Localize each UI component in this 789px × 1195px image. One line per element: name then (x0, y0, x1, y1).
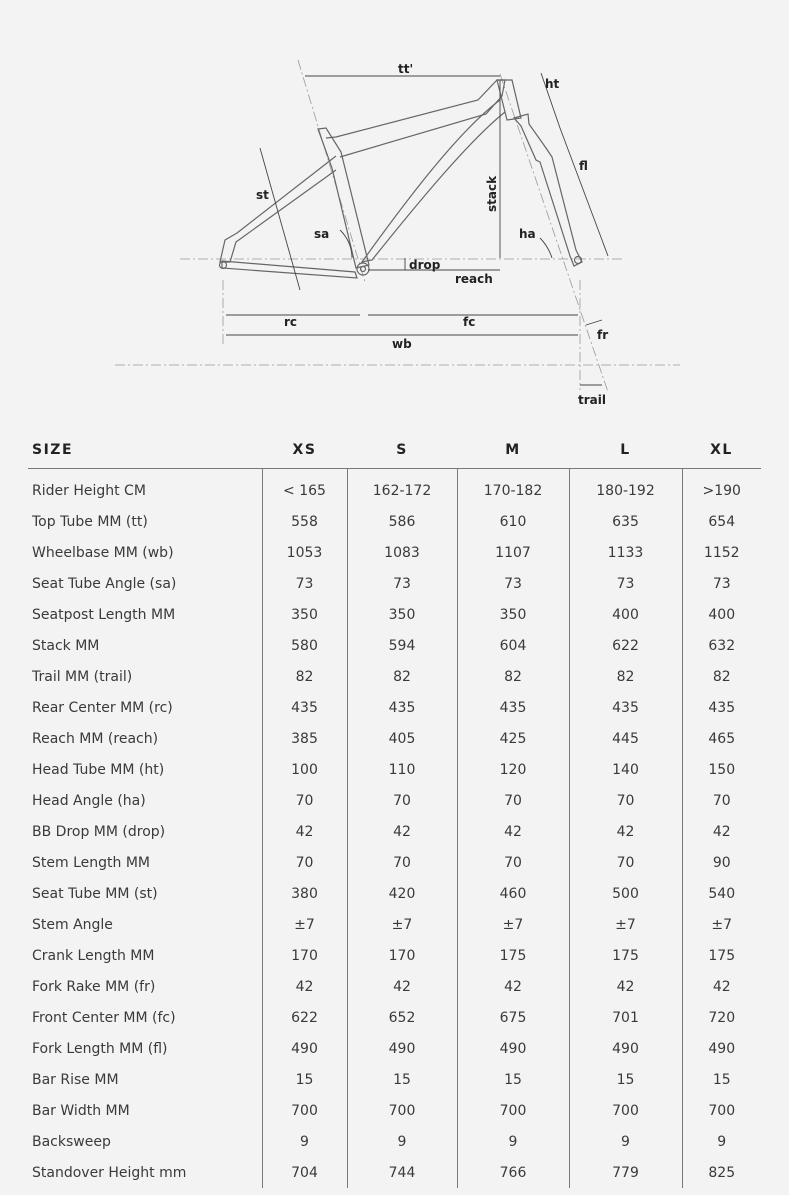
table-row (28, 692, 761, 723)
table-cell: < 165 (262, 469, 347, 507)
table-cell: 445 (569, 723, 682, 754)
row-label: BB Drop MM (drop) (28, 816, 262, 847)
table-cell: 82 (347, 661, 457, 692)
table-cell: 170 (262, 940, 347, 971)
table-cell: 700 (262, 1095, 347, 1126)
label-fc: fc (463, 315, 476, 329)
table-cell: 42 (569, 971, 682, 1002)
geometry-spec-table (28, 432, 761, 1188)
row-label: Fork Rake MM (fr) (28, 971, 262, 1002)
table-cell: 9 (347, 1126, 457, 1157)
table-cell: 42 (569, 816, 682, 847)
label-stack: stack (485, 175, 499, 212)
table-cell: 42 (712, 823, 731, 840)
label-ht: ht (545, 77, 560, 91)
table-cell: 1053 (262, 537, 347, 568)
table-cell: 82 (262, 661, 347, 692)
table-cell: 15 (262, 1064, 347, 1095)
row-label: Wheelbase MM (wb) (28, 537, 262, 568)
table-cell: 700 (708, 1102, 736, 1119)
table-cell: ±7 (711, 916, 733, 933)
table-cell: 15 (712, 1071, 731, 1088)
table-row (28, 940, 761, 971)
table-cell: 73 (712, 575, 731, 592)
table-row (28, 1095, 761, 1126)
table-cell: 82 (712, 668, 731, 685)
table-cell: 9 (457, 1126, 569, 1157)
table-cell: 500 (569, 878, 682, 909)
table-cell: 42 (457, 816, 569, 847)
table-cell: 15 (569, 1064, 682, 1095)
table-row (28, 599, 761, 630)
row-label: Bar Width MM (28, 1095, 262, 1126)
table-cell: 700 (569, 1095, 682, 1126)
table-cell: 610 (457, 506, 569, 537)
table-cell: 435 (708, 699, 736, 716)
label-fl: fl (579, 159, 588, 173)
table-row (28, 723, 761, 754)
table-cell: 70 (569, 785, 682, 816)
table-row (28, 537, 761, 568)
table-cell: 175 (569, 940, 682, 971)
table-cell: 42 (347, 971, 457, 1002)
table-row (28, 754, 761, 785)
row-label: Head Angle (ha) (28, 785, 262, 816)
table-cell: 120 (457, 754, 569, 785)
table-cell: 150 (708, 761, 736, 778)
table-cell: 1107 (457, 537, 569, 568)
table-cell: 82 (569, 661, 682, 692)
table-cell: 580 (262, 630, 347, 661)
row-label: Stem Length MM (28, 847, 262, 878)
table-row (28, 1033, 761, 1064)
table-cell: 654 (708, 513, 736, 530)
table-cell: 435 (457, 692, 569, 723)
label-reach: reach (455, 272, 493, 286)
table-row (28, 469, 761, 507)
table-cell: 170-182 (457, 469, 569, 507)
table-cell: 400 (569, 599, 682, 630)
table-cell: 70 (347, 847, 457, 878)
label-rc: rc (284, 315, 298, 329)
row-label: Crank Length MM (28, 940, 262, 971)
table-cell: 73 (347, 568, 457, 599)
table-row (28, 506, 761, 537)
table-cell: 350 (262, 599, 347, 630)
row-label: Front Center MM (fc) (28, 1002, 262, 1033)
column-header-xs: XS (262, 432, 347, 469)
table-row (28, 568, 761, 599)
table-cell: 350 (347, 599, 457, 630)
label-trail: trail (578, 393, 606, 407)
label-sa: sa (314, 227, 330, 241)
table-cell: 586 (347, 506, 457, 537)
table-cell: 704 (262, 1157, 347, 1188)
table-cell: 15 (457, 1064, 569, 1095)
table-cell: 435 (262, 692, 347, 723)
label-st: st (256, 188, 269, 202)
table-cell: 825 (708, 1164, 736, 1181)
label-wb: wb (392, 337, 412, 351)
table-cell: 622 (569, 630, 682, 661)
table-cell: 385 (262, 723, 347, 754)
table-cell: 490 (457, 1033, 569, 1064)
table-cell: 100 (262, 754, 347, 785)
table-cell: 465 (708, 730, 736, 747)
row-label: Rear Center MM (rc) (28, 692, 262, 723)
table-cell: 779 (569, 1157, 682, 1188)
table-cell: 110 (347, 754, 457, 785)
table-cell: 140 (569, 754, 682, 785)
table-cell: 632 (708, 637, 736, 654)
table-header-row (28, 432, 761, 469)
table-row (28, 785, 761, 816)
table-cell: 90 (712, 854, 731, 871)
column-header-s: S (347, 432, 457, 469)
table-cell: 162-172 (347, 469, 457, 507)
table-cell: ±7 (347, 909, 457, 940)
table-cell: 70 (712, 792, 731, 809)
row-label: Rider Height CM (28, 469, 262, 507)
table-cell: 73 (569, 568, 682, 599)
table-cell: 604 (457, 630, 569, 661)
row-label: Seat Tube MM (st) (28, 878, 262, 909)
table-row (28, 909, 761, 940)
table-cell: 425 (457, 723, 569, 754)
table-cell: 170 (347, 940, 457, 971)
row-label: Stack MM (28, 630, 262, 661)
table-cell: >190 (702, 482, 741, 499)
row-label: Reach MM (reach) (28, 723, 262, 754)
column-header-m: M (457, 432, 569, 469)
column-header-xl: XL (682, 432, 761, 469)
table-cell: 766 (457, 1157, 569, 1188)
table-cell: 490 (262, 1033, 347, 1064)
table-cell: 744 (347, 1157, 457, 1188)
label-ha: ha (519, 227, 536, 241)
table-cell: 350 (457, 599, 569, 630)
table-cell: ±7 (569, 909, 682, 940)
table-cell: 675 (457, 1002, 569, 1033)
table-row (28, 1157, 761, 1188)
table-cell: 9 (262, 1126, 347, 1157)
table-cell: 490 (347, 1033, 457, 1064)
column-header-size: SIZE (28, 432, 262, 469)
table-cell: 42 (457, 971, 569, 1002)
table-cell: 70 (262, 847, 347, 878)
table-cell: 42 (712, 978, 731, 995)
table-cell: 175 (708, 947, 736, 964)
table-cell: 700 (457, 1095, 569, 1126)
table-cell: 435 (347, 692, 457, 723)
table-cell: 380 (262, 878, 347, 909)
table-cell: 70 (569, 847, 682, 878)
frame-geometry-diagram (0, 0, 789, 420)
table-row (28, 1064, 761, 1095)
table-cell: 652 (347, 1002, 457, 1033)
table-cell: 594 (347, 630, 457, 661)
dimension-lines (226, 73, 608, 385)
table-cell: 70 (347, 785, 457, 816)
table-cell: 73 (262, 568, 347, 599)
table-cell: 70 (457, 847, 569, 878)
row-label: Seatpost Length MM (28, 599, 262, 630)
table-cell: 1152 (703, 544, 740, 561)
row-label: Stem Angle (28, 909, 262, 940)
column-header-l: L (569, 432, 682, 469)
table-cell: 540 (708, 885, 736, 902)
table-row (28, 661, 761, 692)
table-row (28, 1126, 761, 1157)
table-cell: 70 (457, 785, 569, 816)
label-tt: tt' (398, 62, 414, 76)
label-drop: drop (409, 258, 441, 272)
table-cell: 400 (708, 606, 736, 623)
table-cell: 70 (262, 785, 347, 816)
table-cell: 490 (569, 1033, 682, 1064)
table-cell: 420 (347, 878, 457, 909)
row-label: Bar Rise MM (28, 1064, 262, 1095)
table-cell: ±7 (262, 909, 347, 940)
table-cell: 42 (347, 816, 457, 847)
table-cell: 558 (262, 506, 347, 537)
row-label: Trail MM (trail) (28, 661, 262, 692)
table-row (28, 1002, 761, 1033)
table-cell: 9 (569, 1126, 682, 1157)
table-row (28, 971, 761, 1002)
table-row (28, 816, 761, 847)
table-cell: 622 (262, 1002, 347, 1033)
table-cell: 405 (347, 723, 457, 754)
table-cell: 175 (457, 940, 569, 971)
row-label: Backsweep (28, 1126, 262, 1157)
table-cell: 635 (569, 506, 682, 537)
table-cell: 82 (457, 661, 569, 692)
table-row (28, 630, 761, 661)
table-cell: 460 (457, 878, 569, 909)
row-label: Top Tube MM (tt) (28, 506, 262, 537)
table-cell: 15 (347, 1064, 457, 1095)
table-cell: 701 (569, 1002, 682, 1033)
table-cell: 73 (457, 568, 569, 599)
table-cell: 1083 (347, 537, 457, 568)
table-cell: 42 (262, 971, 347, 1002)
table-cell: 42 (262, 816, 347, 847)
table-cell: 435 (569, 692, 682, 723)
table-cell: 700 (347, 1095, 457, 1126)
table-row (28, 878, 761, 909)
row-label: Fork Length MM (fl) (28, 1033, 262, 1064)
table-cell: 490 (708, 1040, 736, 1057)
table-cell: 1133 (569, 537, 682, 568)
row-label: Head Tube MM (ht) (28, 754, 262, 785)
label-fr: fr (597, 328, 609, 342)
table-cell: 720 (708, 1009, 736, 1026)
table-row (28, 847, 761, 878)
table-body (28, 469, 761, 1189)
table-cell: 180-192 (569, 469, 682, 507)
row-label: Standover Height mm (28, 1157, 262, 1188)
row-label: Seat Tube Angle (sa) (28, 568, 262, 599)
table-cell: ±7 (457, 909, 569, 940)
table-cell: 9 (717, 1133, 727, 1150)
bike-frame (220, 80, 583, 278)
